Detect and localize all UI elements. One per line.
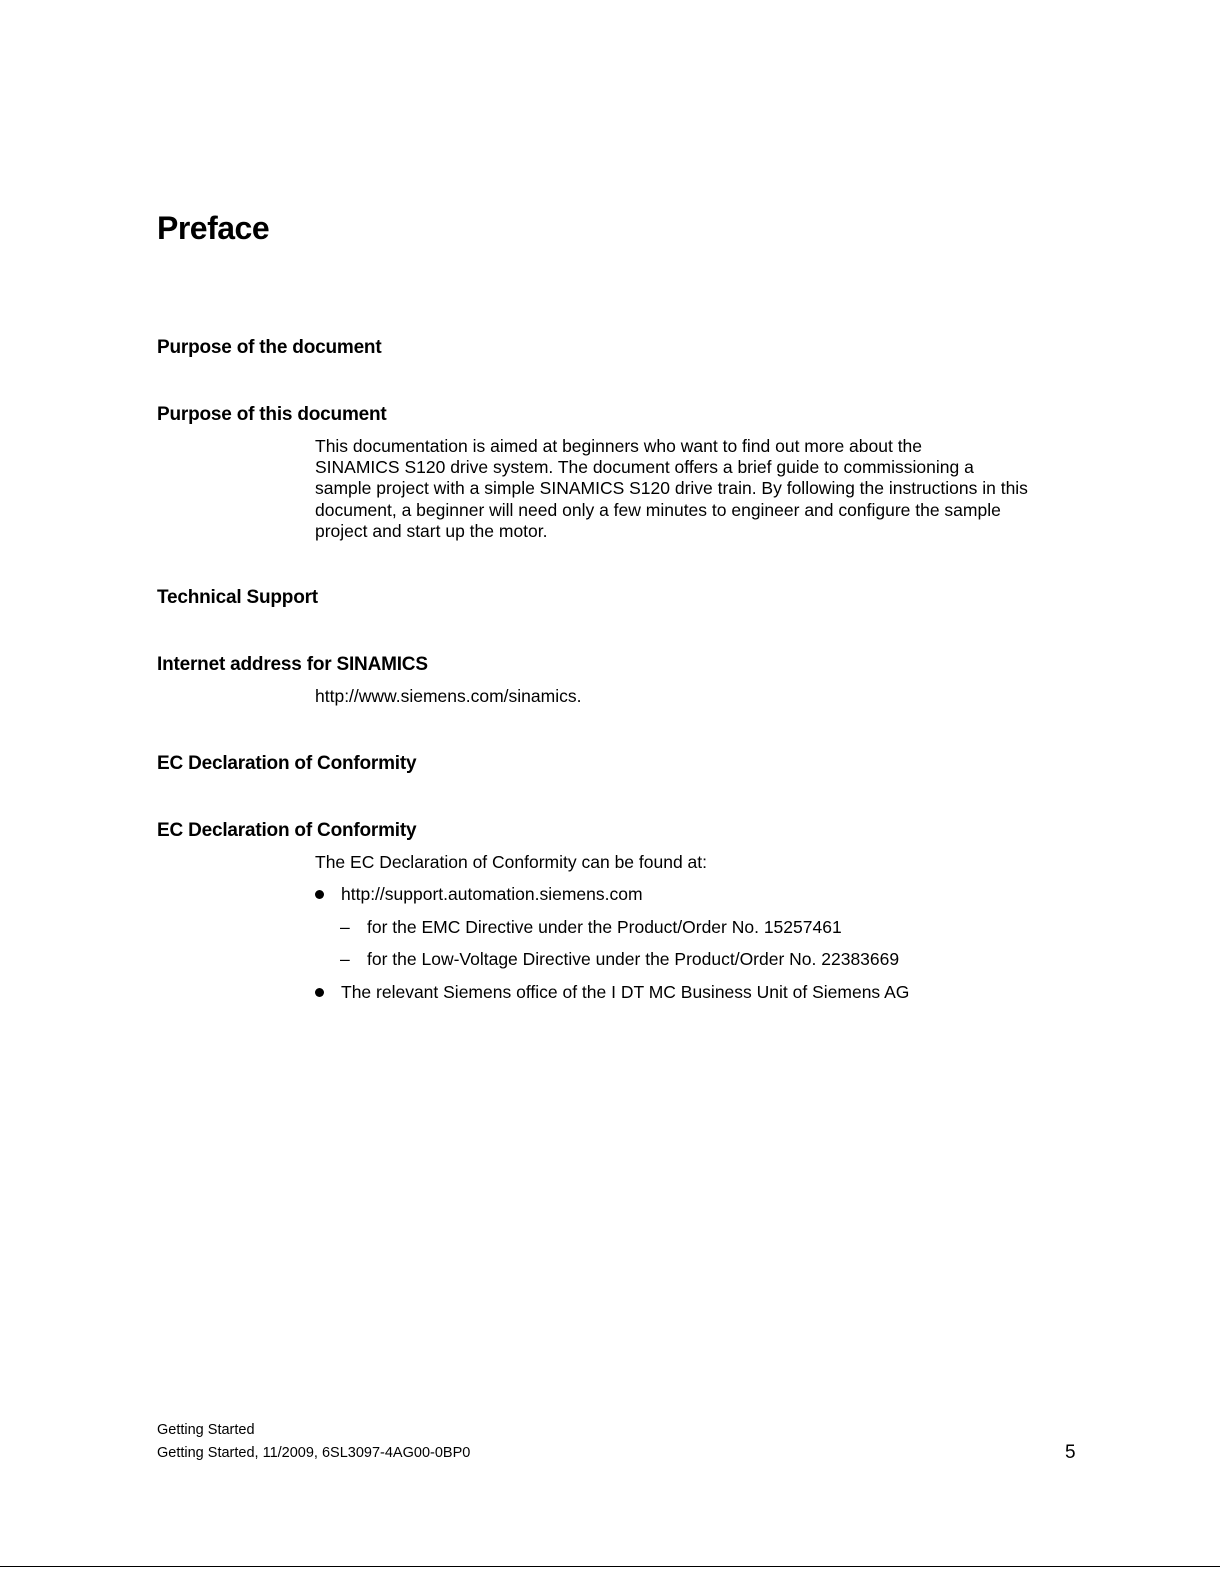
ec-sub-emc: for the EMC Directive under the Product/Order No. 15257461 [367,917,842,937]
footer-doc-info: Getting Started, 11/2009, 6SL3097-4AG00-0BP0 [157,1445,471,1461]
bottom-divider [0,1566,1220,1567]
subheading-ec: EC Declaration of Conformity [157,820,417,841]
purpose-line-1: This documentation is aimed at beginners who want to find out more about the [315,436,923,456]
subheading-purpose: Purpose of this document [157,404,387,425]
ec-intro-text: The EC Declaration of Conformity can be found at: [315,852,708,872]
page-number: 5 [1065,1442,1076,1463]
purpose-line-5: project and start up the motor. [315,520,548,541]
bullet-dot-icon [315,988,324,997]
section-heading-support: Technical Support [157,587,318,608]
ec-bullet-support-url: http://support.automation.siemens.com [341,884,643,904]
internet-url: http://www.siemens.com/sinamics. [315,686,582,706]
section-heading-ec: EC Declaration of Conformity [157,753,417,774]
purpose-line-3: sample project with a simple SINAMICS S120 drive train. By following the instructions in this [315,478,1028,499]
purpose-paragraph [315,436,1080,542]
section-heading-purpose: Purpose of the document [157,337,382,358]
purpose-line-2: SINAMICS S120 drive system. The document offers a brief guide to commissioning a [315,457,974,478]
purpose-line-4: document, a beginner will need only a few minutes to engineer and configure the sample [315,499,1001,520]
dash-icon: – [340,949,350,969]
ec-sub-lvd: for the Low-Voltage Directive under the Product/Order No. 22383669 [367,949,900,969]
dash-icon: – [340,917,350,937]
ec-bullet-siemens-office: The relevant Siemens office of the I DT MC Business Unit of Siemens AG [341,982,910,1002]
page-title: Preface [157,210,270,246]
footer-title: Getting Started [157,1422,255,1438]
bullet-dot-icon [315,890,324,899]
subheading-internet: Internet address for SINAMICS [157,654,428,675]
